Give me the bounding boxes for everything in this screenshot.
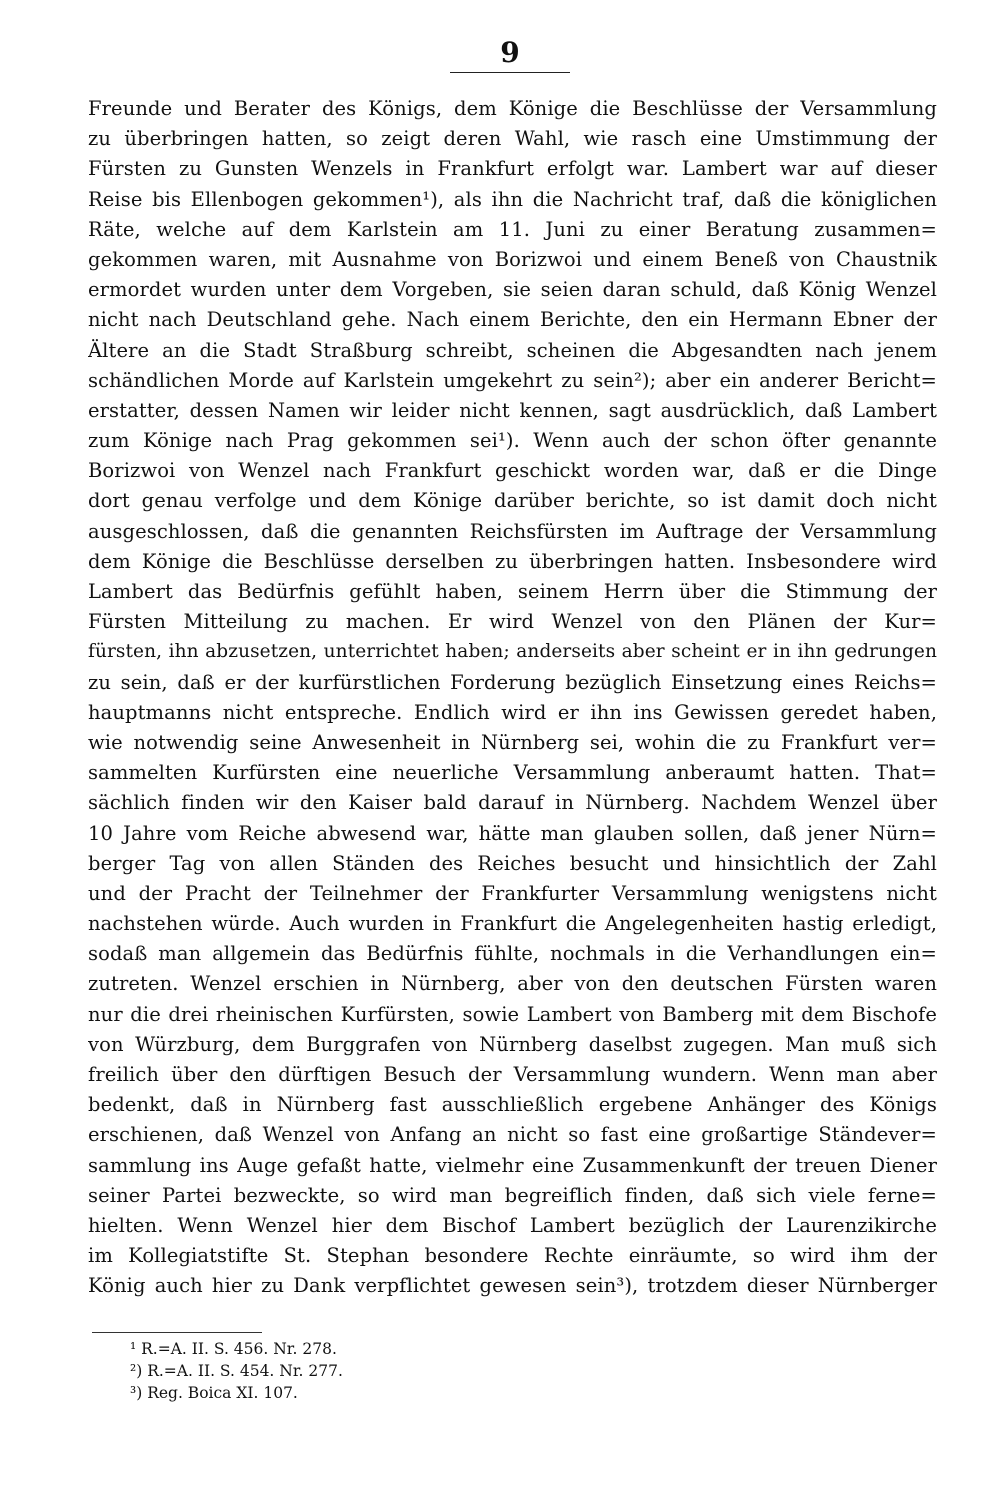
text-line: sammelten Kurfürsten eine neuerliche Versammlung anberaumt hatten. That= <box>88 761 937 785</box>
text-line: Fürsten Mitteilung zu machen. Er wird Wenzel von den Plänen der Kur= <box>88 610 937 634</box>
text-line: seiner Partei bezweckte, so wird man begreiflich finden, daß sich viele ferne= <box>88 1183 937 1207</box>
text-line: zum Könige nach Prag gekommen sei¹). Wenn auch der schon öfter genannte <box>88 429 937 453</box>
text-line: nicht nach Deutschland gehe. Nach einem Berichte, den ein Hermann Ebner der <box>88 308 937 332</box>
text-line: ermordet wurden unter dem Vorgeben, sie seien daran schuld, daß König Wenzel <box>88 278 937 302</box>
text-line: erschienen, daß Wenzel von Anfang an nicht so fast eine großartige Ständever= <box>88 1123 937 1147</box>
text-line: wie notwendig seine Anwesenheit in Nürnberg sei, wohin die zu Frankfurt ver= <box>88 730 937 754</box>
text-line: dem Könige die Beschlüsse derselben zu überbringen hatten. Insbesondere wird <box>88 549 937 573</box>
text-line: hauptmanns nicht entspreche. Endlich wird er ihn ins Gewissen geredet haben, <box>88 700 937 724</box>
text-line: nur die drei rheinischen Kurfürsten, sowie Lambert von Bamberg mit dem Bischofe <box>88 1002 937 1026</box>
text-line: ausgeschlossen, daß die genannten Reichsfürsten im Auftrage der Versammlung <box>88 519 937 543</box>
text-line: gekommen waren, mit Ausnahme von Borizwoi und einem Beneß von Chaustnik <box>88 247 937 271</box>
text-line: dort genau verfolge und dem Könige darüber berichte, so ist damit doch nicht <box>88 489 937 513</box>
footnotes <box>130 1338 530 1404</box>
text-line: nachstehen würde. Auch wurden in Frankfurt die Angelegenheiten hastig erledigt, <box>88 912 937 936</box>
text-line: Reise bis Ellenbogen gekommen¹), als ihn die Nachricht traf, daß die königlichen <box>88 187 937 211</box>
text-line: Lambert das Bedürfnis gefühlt haben, seinem Herrn über die Stimmung der <box>88 580 937 603</box>
text-line: Borizwoi von Wenzel nach Frankfurt geschickt worden war, daß er die Dinge <box>88 459 937 483</box>
text-line: König auch hier zu Dank verpflichtet gewesen sein³), trotzdem dieser Nürnberger <box>88 1274 937 1298</box>
text-line: sodaß man allgemein das Bedürfnis fühlte, nochmals in die Verhandlungen ein= <box>88 942 937 966</box>
text-line: Räte, welche auf dem Karlstein am 11. Juni zu einer Beratung zusammen= <box>88 217 937 241</box>
text-line: erstatter, dessen Namen wir leider nicht kennen, sagt ausdrücklich, daß Lambert <box>88 398 937 422</box>
body-text <box>88 94 937 1302</box>
page-number-rule <box>450 72 570 73</box>
text-line: zutreten. Wenzel erschien in Nürnberg, aber von den deutschen Fürsten waren <box>88 972 937 996</box>
text-line: 10 Jahre vom Reiche abwesend war, hätte man glauben sollen, daß jener Nürn= <box>88 821 937 845</box>
text-line: im Kollegiatstifte St. Stephan besondere Rechte einräumte, so wird ihm der <box>88 1244 937 1268</box>
text-line: Fürsten zu Gunsten Wenzels in Frankfurt erfolgt war. Lambert war auf dieser <box>88 157 937 181</box>
text-line: zu sein, daß er der kurfürstlichen Forderung bezüglich Einsetzung eines Reichs= <box>88 670 937 694</box>
text-line: Freunde und Berater des Königs, dem Könige die Beschlüsse der Versammlung <box>88 97 937 120</box>
text-line: von Würzburg, dem Burggrafen von Nürnberg daselbst zugegen. Man muß sich <box>88 1032 937 1056</box>
text-line: zu überbringen hatten, so zeigt deren Wahl, wie rasch eine Umstimmung der <box>88 127 937 151</box>
footnote: ²) R.=A. II. S. 454. Nr. 277. <box>130 1362 343 1380</box>
footnote: ³) Reg. Boica XI. 107. <box>130 1384 298 1402</box>
page-number: 9 <box>500 36 520 69</box>
footnote-rule <box>92 1332 262 1333</box>
text-line: sammlung ins Auge gefaßt hatte, vielmehr eine Zusammenkunft der treuen Diener <box>88 1153 937 1177</box>
text-line: Ältere an die Stadt Straßburg schreibt, scheinen die Abgesandten nach jenem <box>88 338 937 362</box>
text-line: fürsten, ihn abzusetzen, unterrichtet haben; anderseits aber scheint er in ihn gedrungen <box>88 641 937 663</box>
text-line: berger Tag von allen Ständen des Reiches besucht und hinsichtlich der Zahl <box>88 851 937 875</box>
text-line: schändlichen Morde auf Karlstein umgekehrt zu sein²); aber ein anderer Bericht= <box>88 368 937 392</box>
footnote: ¹ R.=A. II. S. 456. Nr. 278. <box>130 1340 337 1358</box>
text-line: bedenkt, daß in Nürnberg fast ausschließlich ergebene Anhänger des Königs <box>88 1093 937 1117</box>
text-line: und der Pracht der Teilnehmer der Frankfurter Versammlung wenigstens nicht <box>88 881 937 905</box>
text-line: hielten. Wenn Wenzel hier dem Bischof Lambert bezüglich der Laurenzikirche <box>88 1213 937 1237</box>
text-line: freilich über den dürftigen Besuch der Versammlung wundern. Wenn man aber <box>88 1063 937 1086</box>
text-line: sächlich finden wir den Kaiser bald darauf in Nürnberg. Nachdem Wenzel über <box>88 791 937 815</box>
